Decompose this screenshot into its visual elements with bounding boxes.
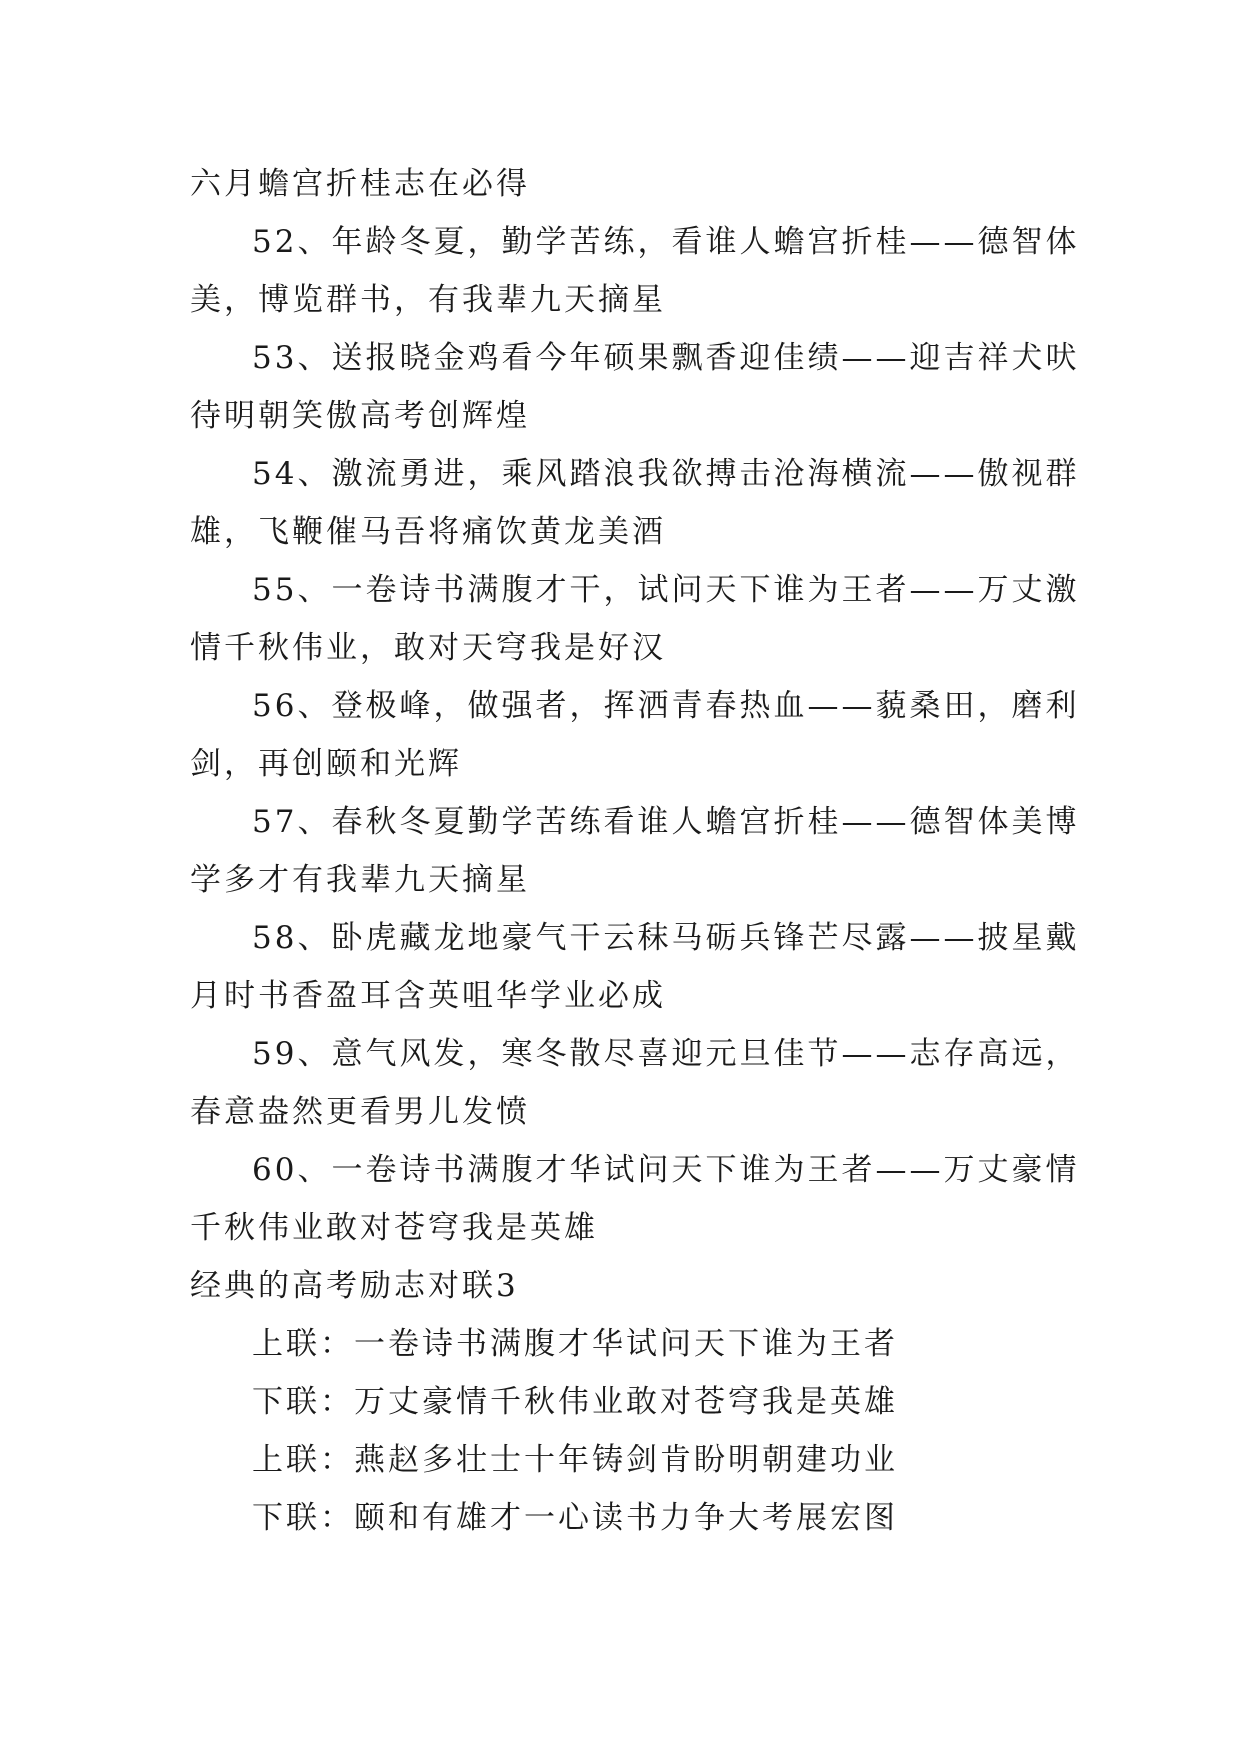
text-line: 55、一卷诗书满腹才干，试问天下谁为王者——万丈激: [252, 572, 1080, 608]
text-line: 情千秋伟业，敢对天穹我是好汉: [190, 630, 666, 666]
couplet-text: 一卷诗书满腹才华试问天下谁为王者: [354, 1326, 898, 1362]
couplet-label: 下联：: [252, 1384, 354, 1420]
text-line: 58、卧虎藏龙地豪气干云秣马砺兵锋芒尽露——披星戴: [252, 920, 1080, 956]
section-title: 经典的高考励志对联3: [190, 1268, 519, 1304]
text-line: 月时书香盈耳含英咀华学业必成: [190, 978, 666, 1014]
couplet-label: 下联：: [252, 1500, 354, 1536]
couplet-line: [190, 1373, 1050, 1431]
text-line: 54、激流勇进，乘风踏浪我欲搏击沧海横流——傲视群: [252, 456, 1080, 492]
couplet-line: [190, 1489, 1050, 1547]
text-line: 53、送报晓金鸡看今年硕果飘香迎佳绩——迎吉祥犬吠: [252, 340, 1080, 376]
text-line: 美，博览群书，有我辈九天摘星: [190, 282, 666, 318]
text-line: 52、年龄冬夏，勤学苦练，看谁人蟾宫折桂——德智体: [252, 224, 1080, 260]
couplet-text: 燕赵多壮士十年铸剑肯盼明朝建功业: [354, 1442, 898, 1478]
couplet-text: 万丈豪情千秋伟业敢对苍穹我是英雄: [354, 1384, 898, 1420]
couplet-line: [190, 1431, 1050, 1489]
text-line: 雄，飞鞭催马吾将痛饮黄龙美酒: [190, 514, 666, 550]
text-line: 60、一卷诗书满腹才华试问天下谁为王者——万丈豪情: [252, 1152, 1080, 1188]
couplet-label: 上联：: [252, 1326, 354, 1362]
text-line: 56、登极峰，做强者，挥洒青春热血——藐桑田，磨利: [252, 688, 1080, 724]
couplet-label: 上联：: [252, 1442, 354, 1478]
text-line: 59、意气风发，寒冬散尽喜迎元旦佳节——志存高远，: [252, 1036, 1080, 1072]
text-line: 待明朝笑傲高考创辉煌: [190, 398, 530, 434]
couplet-text: 颐和有雄才一心读书力争大考展宏图: [354, 1500, 898, 1536]
text-line: 剑，再创颐和光辉: [190, 746, 462, 782]
text-line: 57、春秋冬夏勤学苦练看谁人蟾宫折桂——德智体美博: [252, 804, 1080, 840]
document-body: [190, 155, 1080, 1547]
couplet-line: [190, 1315, 1050, 1373]
text-line: 六月蟾宫折桂志在必得: [190, 166, 530, 202]
text-line: 学多才有我辈九天摘星: [190, 862, 530, 898]
text-line: 千秋伟业敢对苍穹我是英雄: [190, 1210, 598, 1246]
text-line: 春意盎然更看男儿发愤: [190, 1094, 530, 1130]
